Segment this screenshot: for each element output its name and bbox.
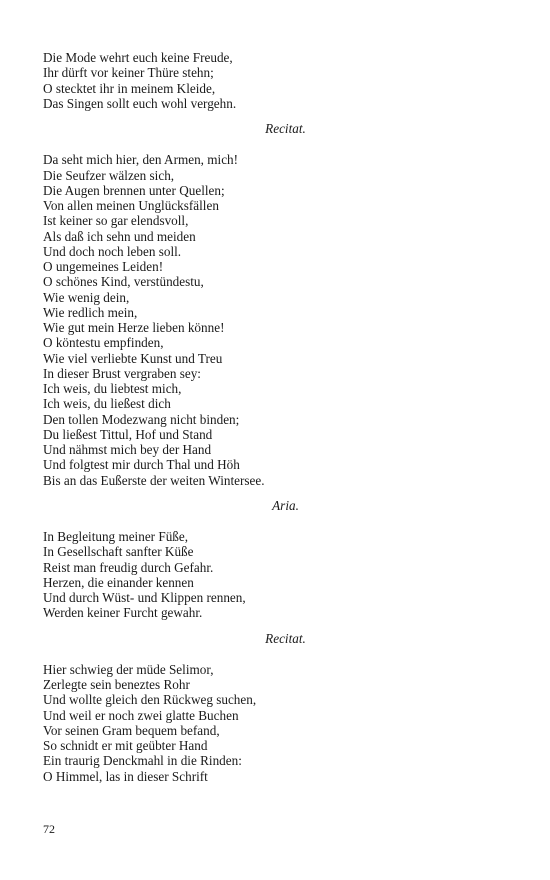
verse-line: Wie viel verliebte Kunst und Treu	[43, 350, 223, 366]
verse-line: O köntestu empfinden,	[43, 335, 164, 351]
verse-line: So schnidt er mit geübter Hand	[43, 738, 208, 753]
verse-line: In Begleitung meiner Füße,	[43, 529, 189, 544]
verse-line: Hier schwieg der müde Selimor,	[43, 661, 214, 677]
verse-line: Wie wenig dein,	[43, 289, 130, 305]
verse-line: O ungemeines Leiden!	[43, 259, 164, 274]
verse-line: Wie gut mein Herze lieben könne!	[43, 320, 225, 335]
verse-line: Als daß ich sehn und meiden	[43, 228, 196, 244]
verse-line: Zerlegte sein beneztes Rohr	[43, 677, 190, 692]
verse-line: Und durch Wüst- und Klippen rennen,	[43, 590, 246, 605]
verse-line: Ich weis, du liebtest mich,	[43, 381, 182, 396]
stanza-3	[43, 529, 503, 621]
section-heading-aria: Aria.	[272, 497, 299, 513]
verse-line: Von allen meinen Unglücksfällen	[43, 198, 219, 213]
verse-line: In Gesellschaft sanfter Küße	[43, 544, 194, 560]
verse-line: O schönes Kind, verstündestu,	[43, 274, 204, 290]
verse-line: Und folgtest mir durch Thal und Höh	[43, 457, 240, 473]
section-heading-recitat-2: Recitat.	[265, 630, 306, 646]
verse-line: Die Mode wehrt euch keine Freude,	[43, 50, 233, 65]
verse-line: Und wollte gleich den Rückweg suchen,	[43, 692, 257, 708]
verse-line: Den tollen Modezwang nicht binden;	[43, 411, 240, 427]
verse-line: Ich weis, du ließest dich	[43, 396, 171, 412]
verse-line: Da seht mich hier, den Armen, mich!	[43, 152, 239, 168]
verse-line: Die Augen brennen unter Quellen;	[43, 182, 225, 198]
verse-line: Ein traurig Denckmahl in die Rinden:	[43, 753, 242, 769]
verse-line: Vor seinen Gram bequem befand,	[43, 722, 220, 738]
page-body	[43, 50, 503, 784]
verse-line: Werden keiner Furcht gewahr.	[43, 605, 203, 621]
verse-line: Das Singen sollt euch wohl vergehn.	[43, 95, 237, 111]
verse-line: Bis an das Eußerste der weiten Wintersee.	[43, 472, 265, 488]
verse-line: In dieser Brust vergraben sey:	[43, 365, 201, 381]
verse-line: Wie redlich mein,	[43, 304, 138, 320]
verse-line: Du ließest Tittul, Hof und Stand	[43, 426, 213, 442]
stanza-4	[43, 662, 503, 784]
verse-line: Reist man freudig durch Gefahr.	[43, 559, 214, 575]
verse-line: Die Seufzer wälzen sich,	[43, 167, 175, 183]
verse-line: Und weil er noch zwei glatte Buchen	[43, 707, 239, 723]
page-number: 72	[43, 822, 55, 836]
verse-line: Und nähmst mich bey der Hand	[43, 442, 212, 457]
verse-line: Herzen, die einander kennen	[43, 574, 194, 590]
verse-line: Ist keiner so gar elendsvoll,	[43, 213, 189, 229]
verse-line: Und doch noch leben soll.	[43, 243, 182, 259]
section-heading-recitat: Recitat.	[265, 121, 306, 136]
verse-line: O stecktet ihr in meinem Kleide,	[43, 80, 216, 96]
stanza-1	[43, 50, 503, 111]
verse-line: O Himmel, las in dieser Schrift	[43, 768, 208, 784]
verse-line: Ihr dürft vor keiner Thüre stehn;	[43, 65, 214, 81]
stanza-2	[43, 152, 503, 488]
